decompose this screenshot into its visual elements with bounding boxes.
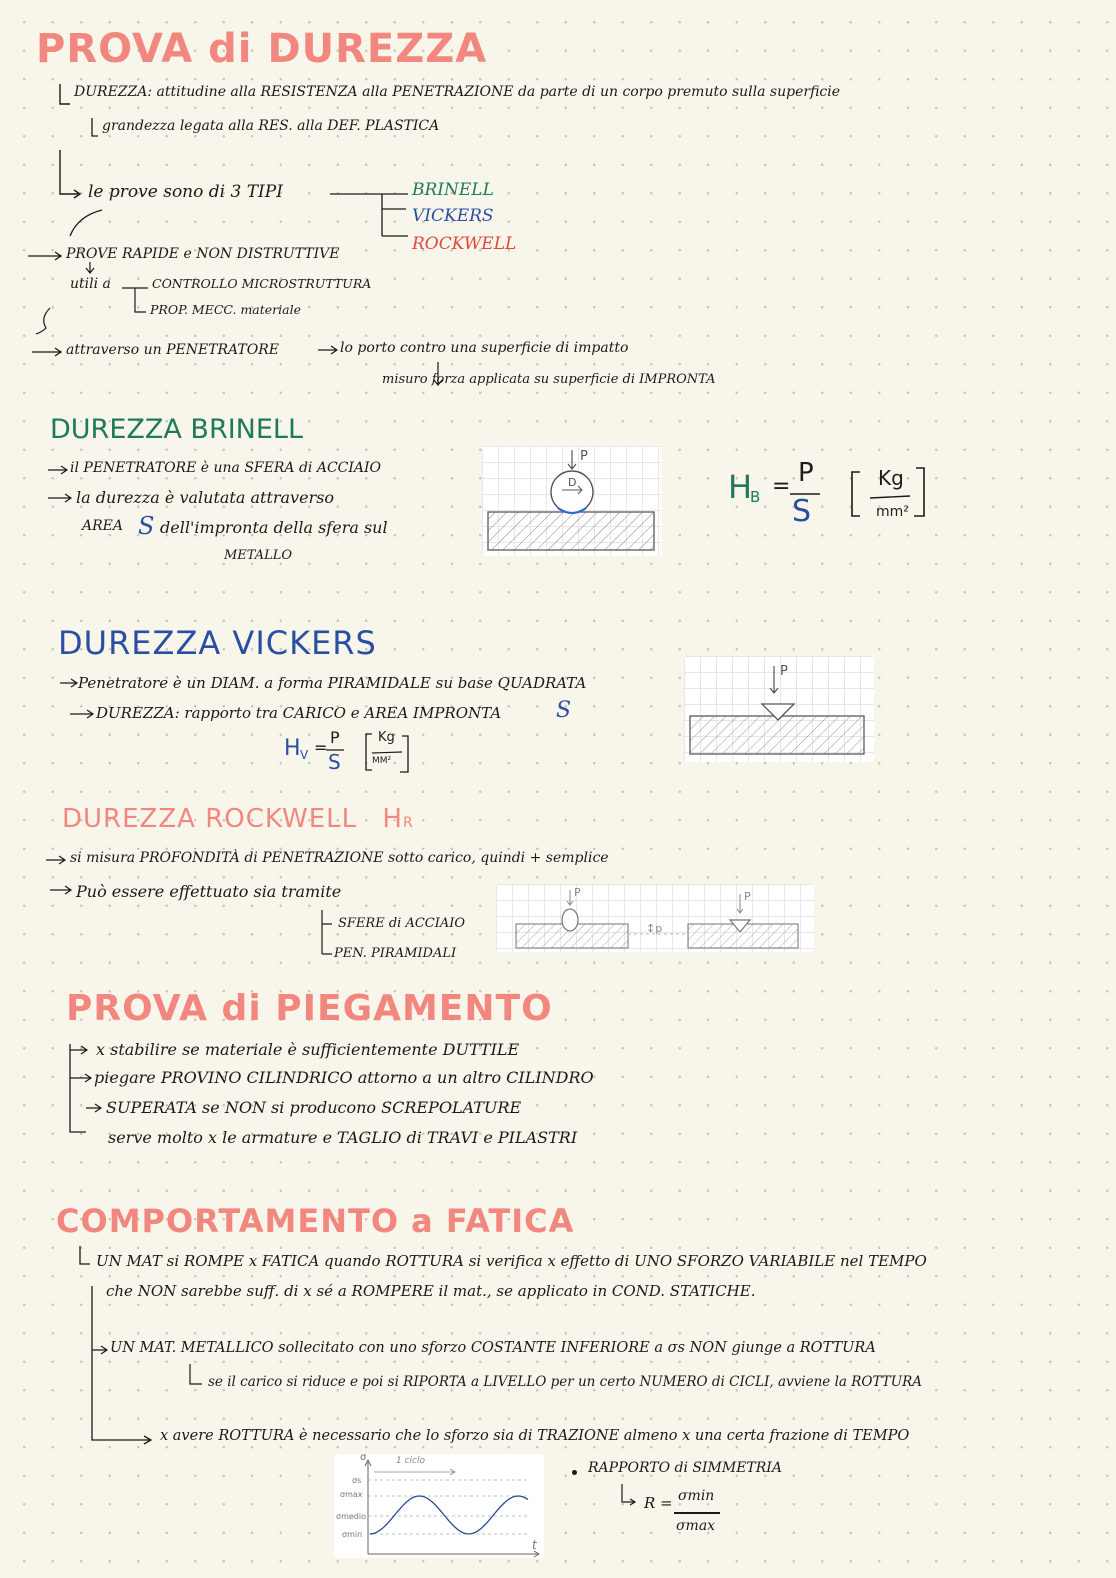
tipi-label: le prove sono di 3 TIPI	[88, 182, 283, 202]
rockwell-title-text: DUREZZA ROCKWELL	[62, 804, 358, 834]
fatica-sine-curve	[370, 1496, 528, 1534]
rapporto-arrow	[616, 1482, 646, 1512]
utili-prop-mecc: PROP. MECC. materiale	[150, 302, 301, 317]
rockwell-sfere: SFERE di ACCIAIO	[338, 916, 466, 931]
brinell-hb: H	[728, 468, 753, 506]
vickers-line-1: Penetratore è un DIAM. a forma PIRAMIDALE su base QUADRATA	[78, 674, 587, 692]
vickers-diagram-p: P	[780, 664, 788, 679]
piegamento-title: PROVA di PIEGAMENTO	[66, 988, 553, 1029]
brinell-num: P	[798, 458, 814, 488]
fatica-chart-x: t	[532, 1538, 537, 1552]
brinell-line-3b: dell'impronta della sfera sul	[160, 518, 388, 537]
page-title: PROVA di DUREZZA	[36, 26, 488, 72]
fatica-tick-s: σs	[352, 1476, 362, 1485]
fatica-line-1: UN MAT si ROMPE x FATICA quando ROTTURA si verifica x effetto di UNO SFORZO VARIABILE nel TEMPO	[96, 1252, 927, 1270]
attraverso-contro: lo porto contro una superficie di impatto	[340, 340, 629, 356]
rapporto-title: RAPPORTO di SIMMETRIA	[588, 1460, 782, 1476]
rapporto-den: σmax	[676, 1518, 716, 1534]
rockwell-diagram-dp: ↕p	[646, 922, 663, 935]
fatica-line-4: x avere ROTTURA è necessario che lo sforzo sia di TRAZIONE almeno x una certa frazione di TEMPO	[160, 1428, 910, 1444]
vickers-line-2-s: S	[556, 698, 572, 723]
rapporto-num: σmin	[678, 1488, 715, 1504]
brinell-formula	[728, 458, 938, 532]
durezza-definition-sub: grandezza legata alla RES. alla DEF. PLASTICA	[102, 118, 440, 134]
utili-controllo: CONTROLLO MICROSTRUTTURA	[152, 276, 372, 291]
piegamento-line-1: x stabilire se materiale è sufficientemente DUTTILE	[96, 1040, 520, 1059]
vickers-unit-den: MM²	[372, 756, 392, 766]
rockwell-diagram	[496, 884, 814, 952]
fatica-y-axis	[365, 1460, 371, 1554]
brinell-diagram-d: D	[568, 476, 577, 489]
brinell-line-3-s: S	[138, 512, 155, 540]
brinell-diagram-p: P	[580, 449, 588, 464]
vickers-hv: H	[284, 736, 301, 761]
brinell-line-3-area: AREA	[82, 518, 123, 534]
fatica-tick-max: σmax	[340, 1490, 363, 1499]
tipo-vickers: VICKERS	[412, 206, 494, 226]
tipo-brinell: BRINELL	[412, 180, 494, 200]
rapporto-bullet	[572, 1470, 577, 1475]
fatica-chart-svg	[334, 1454, 544, 1558]
fatica-tick-min: σmin	[342, 1530, 363, 1539]
vickers-hv-sub: V	[300, 748, 309, 762]
rockwell-line-2: Può essere effettuato sia tramite	[76, 882, 342, 901]
fatica-chart-ciclo: 1 ciclo	[396, 1456, 425, 1466]
misuro-forza: misuro forza applicata su superficie di IMPRONTA	[382, 372, 716, 387]
rockwell-title-sub: R	[402, 815, 414, 831]
fatica-x-axis	[368, 1551, 539, 1557]
brinell-eq: =	[772, 474, 791, 499]
brinell-line-4: METALLO	[224, 548, 293, 563]
fatica-chart-y: σ	[360, 1452, 367, 1463]
fatica-line-1b: che NON sarebbe suff. di x sé a ROMPERE il mat., se applicato in COND. STATICHE.	[106, 1282, 756, 1300]
fatica-chart	[334, 1454, 544, 1558]
vickers-eq: =	[314, 738, 328, 757]
rockwell-diagram-p2: P	[744, 890, 751, 903]
piegamento-line-3: SUPERATA se NON si producono SCREPOLATURE	[106, 1098, 522, 1117]
utili-label: utili a	[70, 276, 111, 292]
brinell-den: S	[792, 494, 812, 529]
rockwell-piramidali: PEN. PIRAMIDALI	[334, 946, 457, 961]
attraverso-penetratore: attraverso un PENETRATORE	[66, 342, 279, 358]
fatica-cycle-arrow	[374, 1469, 455, 1475]
vickers-diagram	[684, 656, 874, 762]
prove-rapide: PROVE RAPIDE e NON DISTRUTTIVE	[66, 246, 340, 262]
rockwell-line-1: si misura PROFONDITÀ di PENETRAZIONE sotto carico, quindi + semplice	[70, 850, 609, 866]
vickers-line-2: DUREZZA: rapporto tra CARICO e AREA IMPRONTA	[96, 704, 502, 722]
piegamento-line-4: serve molto x le armature e TAGLIO di TRAVI e PILASTRI	[108, 1128, 578, 1147]
fatica-title: COMPORTAMENTO a FATICA	[56, 1202, 575, 1240]
fatica-line-3: se il carico si riduce e poi si RIPORTA a LIVELLO per un certo NUMERO di CICLI, avviene la ROTTURA	[208, 1374, 923, 1390]
vickers-formula	[284, 730, 434, 780]
vickers-title: DUREZZA VICKERS	[58, 624, 377, 662]
rockwell-title-h: H	[382, 804, 403, 834]
vickers-unit-num: Kg	[378, 730, 395, 745]
brinell-line-2: la durezza è valutata attraverso	[76, 488, 335, 507]
vickers-num: P	[330, 728, 340, 747]
piegamento-line-2: piegare PROVINO CILINDRICO attorno a un altro CILINDRO	[94, 1068, 594, 1087]
rapporto-line	[674, 1512, 720, 1514]
vickers-den: S	[328, 750, 341, 774]
durezza-definition: DUREZZA: attitudine alla RESISTENZA alla PENETRAZIONE da parte di un corpo premuto sulla superficie	[74, 84, 841, 100]
tipo-rockwell: ROCKWELL	[412, 234, 517, 254]
brinell-title: DUREZZA BRINELL	[50, 414, 304, 445]
rapporto-r: R =	[644, 1494, 673, 1512]
brinell-line-1: il PENETRATORE è una SFERA di ACCIAIO	[70, 460, 382, 476]
rockwell-title	[62, 804, 414, 834]
brinell-hb-sub: B	[750, 488, 761, 506]
brinell-diagram	[482, 446, 662, 556]
brinell-unit-num: Kg	[878, 466, 904, 490]
fatica-line-2: UN MAT. METALLICO sollecitato con uno sforzo COSTANTE INFERIORE a σs NON giunge a ROTTURA	[110, 1340, 876, 1356]
rockwell-diagram-p1: P	[574, 886, 581, 899]
brinell-unit-den: mm²	[876, 504, 909, 520]
fatica-tick-medio: σmedio	[336, 1512, 366, 1521]
